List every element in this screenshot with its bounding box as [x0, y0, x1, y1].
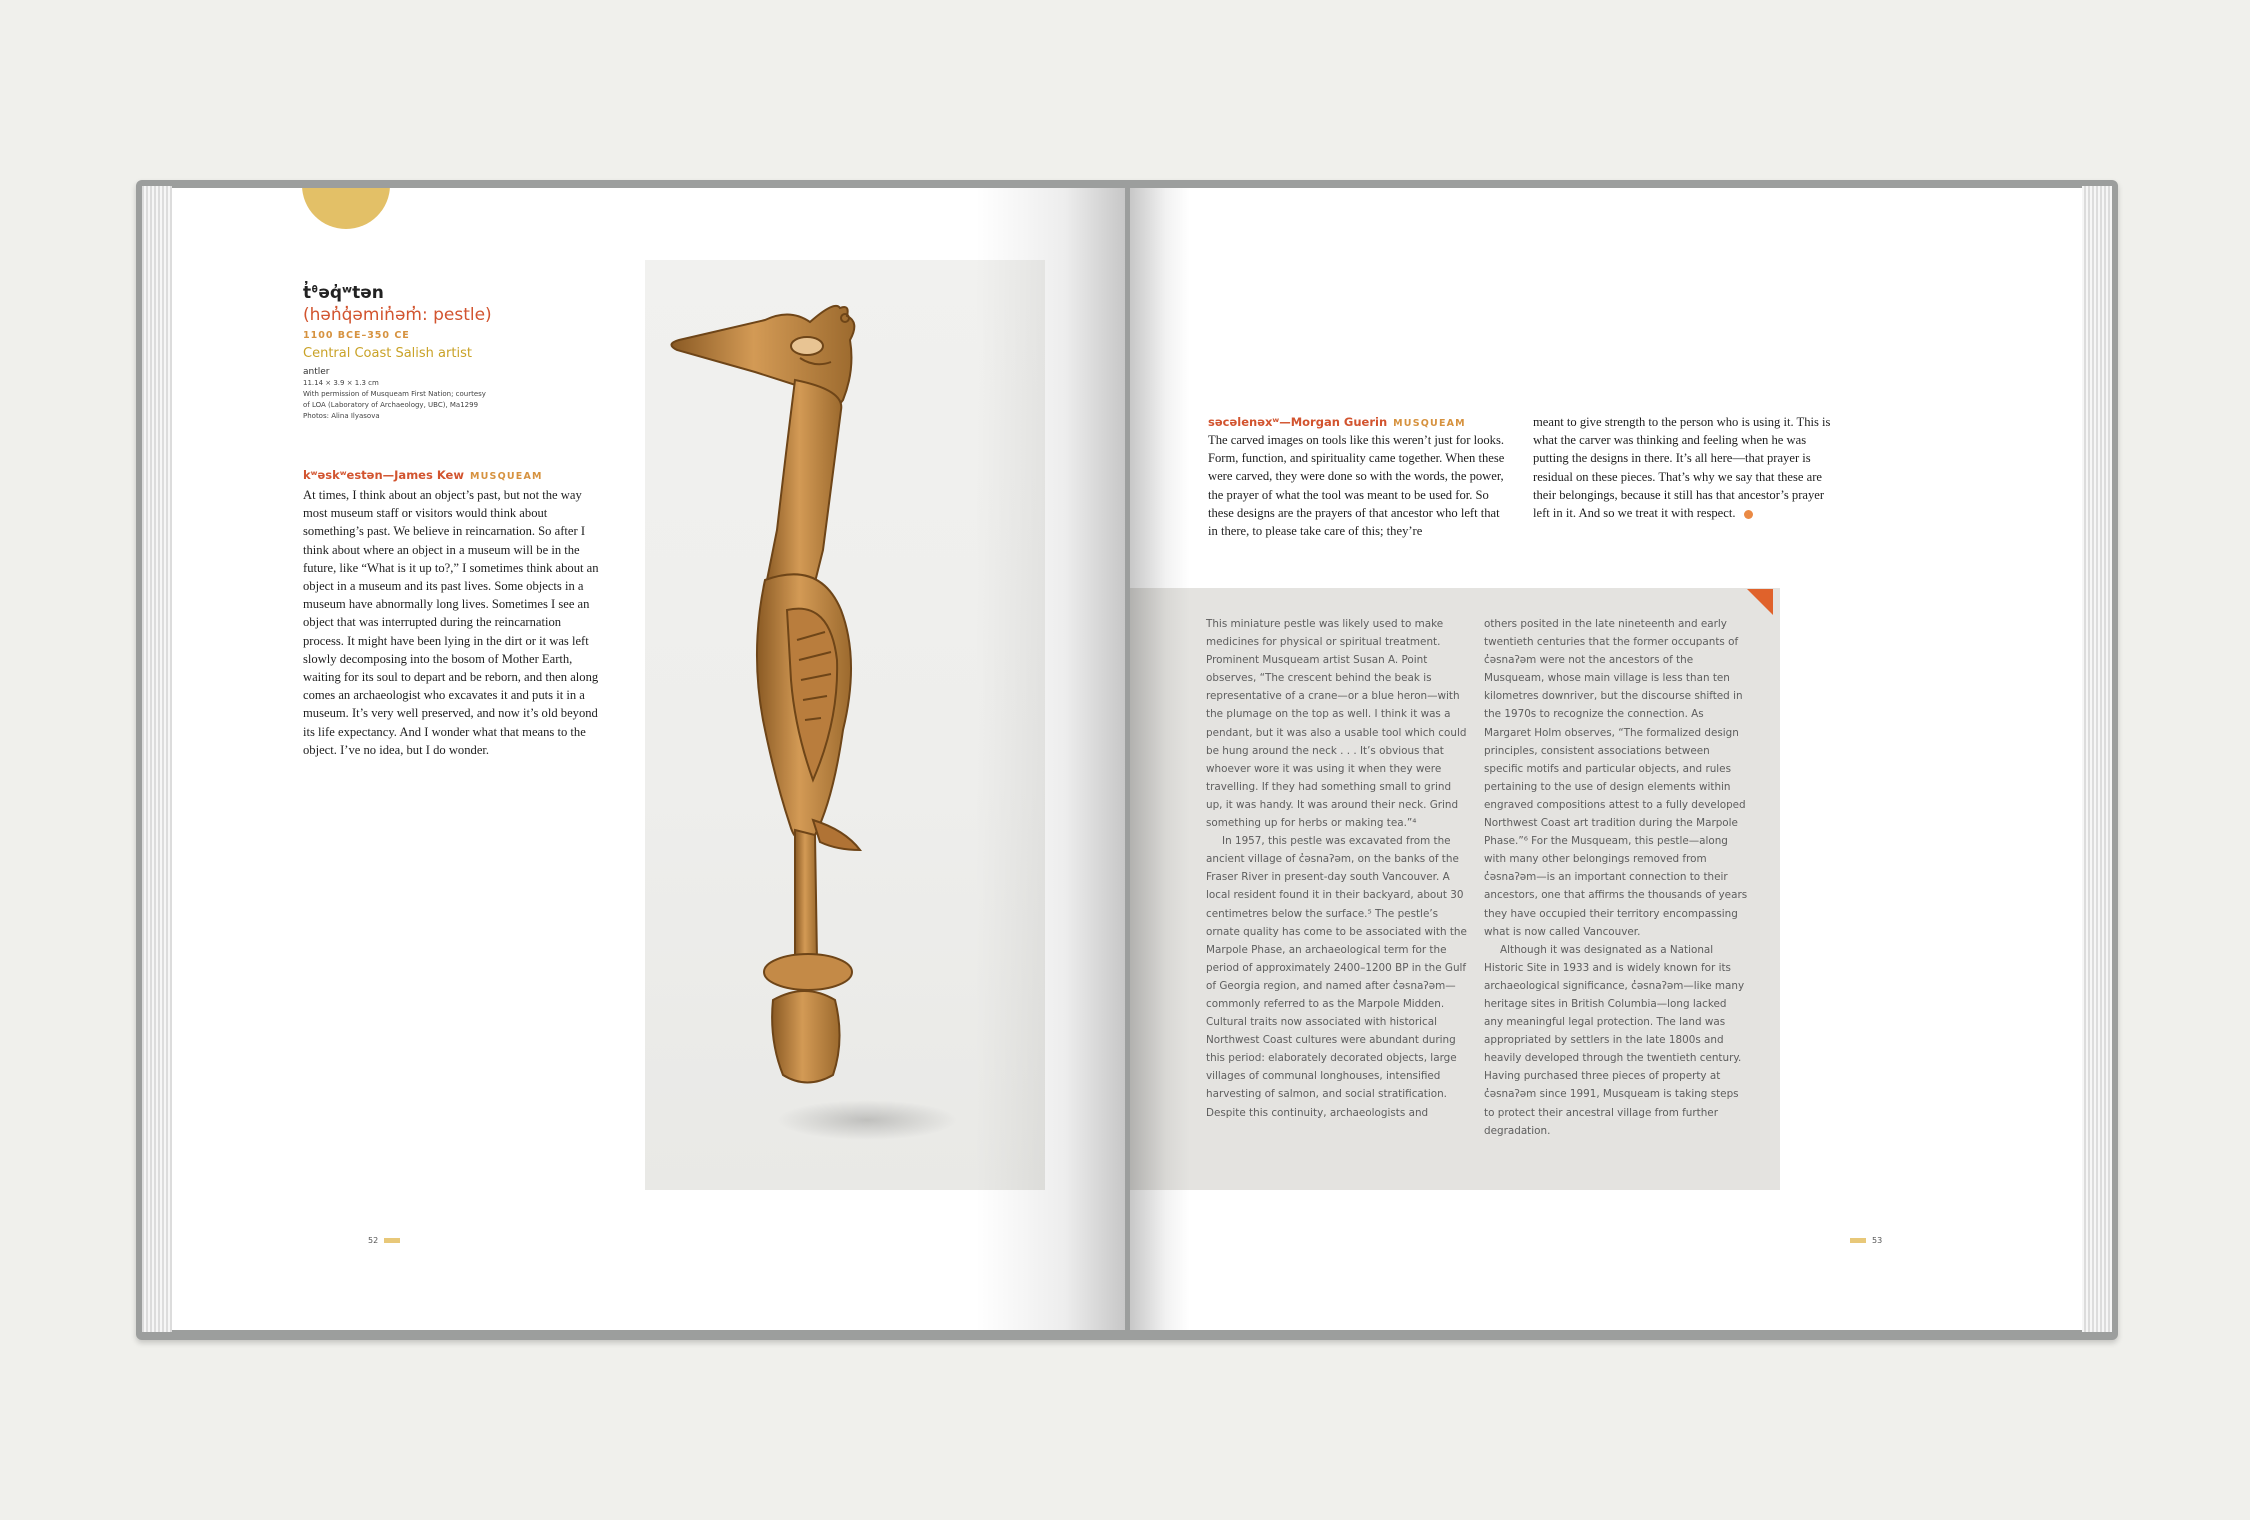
- artifact-credit-line-2: of LOA (Laboratory of Archaeology, UBC), Ma1299: [303, 401, 479, 409]
- page-edges-right: [2082, 186, 2112, 1332]
- corner-triangle-icon: [1747, 589, 1773, 615]
- quote-nation: MUSQUEAM: [1393, 418, 1466, 429]
- artifact-english-name: (hən̓q̓əmin̓əm̓: pestle): [303, 305, 492, 325]
- folio-bar-left: [384, 1238, 400, 1243]
- quote-text-column-2: [1533, 413, 1843, 522]
- page-number-52: 52: [368, 1236, 379, 1245]
- end-mark-dot: [1744, 510, 1753, 519]
- essay-paragraph: Although it was designated as a National Historic Site in 1933 and is widely known for its archaeological significance, c̓əsnaʔəm—like many heritage sites in British Columbia—long lacked any meaningful legal protection. The land was appropriated by settlers in the late 1800s and heavily developed through the twentieth century. Having purchased three pieces of property at c̓əsnaʔəm since 1991, Musqueam is taking steps to protect their ancestral village from further degradation.: [1484, 943, 1745, 1137]
- gutter-shadow-left: [975, 188, 1125, 1330]
- essay-paragraph: This miniature pestle was likely used to make medicines for physical or spiritual treatment. Prominent Musqueam artist Susan A. Point observes, “The crescent behind the beak is representative of a crane—or a blue heron—with the plumage on the top as well. I think it was a pendant, but it was also a usable tool which could be hung around the neck . . . It’s obvious that whoever wore it was using it when they were travelling. If they had something small to grind up, it was handy. It was around their neck. Grind something up for herbs or making tea.”⁴: [1206, 618, 1467, 830]
- page-number-left: [368, 1236, 400, 1245]
- quote-text: At times, I think about an object’s past, but not the way most museum staff or visitors would think about something’s past. We believe in reincarnation. So after I think about where an object in a museum will be in the future, like “What is it up to?,” I sometimes think about an object in a museum and its past lives. Some objects in a museum have abnormally long lives. Sometimes I see an object that was interrupted during the reincarnation process. It might have been lying in the dirt or it was left slowly decomposing into the bosom of Mother Earth, waiting for its soul to depart and be reborn, and then along comes an archaeologist who excavates it and puts it in a museum. It’s very well preserved, and now it’s old beyond its life expectancy. And I wonder what that means to the object. I’ve no idea, but I do wonder.: [303, 488, 599, 757]
- artifact-date: 1100 BCE–350 CE: [303, 330, 410, 341]
- artifact-caption: [303, 283, 633, 422]
- left-page: [172, 188, 1125, 1330]
- quote-text-column-2-body: meant to give strength to the person who is using it. This is what the carver was thinking and feeling when he was putting the designs in there. It’s all here—that prayer is residual on these pieces. That’s why we say that these are their belongings, because it still has that ancestor’s prayer left in it. And so we treat it with respect.: [1533, 415, 1831, 521]
- right-page: [1130, 188, 2082, 1330]
- artifact-artist: Central Coast Salish artist: [303, 346, 472, 361]
- essay-column-2: [1484, 615, 1748, 1140]
- folio-bar-right: [1850, 1238, 1866, 1243]
- artifact-credit-line-1: With permission of Musqueam First Nation; courtesy: [303, 390, 486, 398]
- page-edges-left: [142, 186, 172, 1332]
- artifact-dimensions: 11.14 × 3.9 × 1.3 cm: [303, 379, 379, 387]
- section-tab-circle: [302, 188, 390, 229]
- quote-james-kew: [303, 466, 601, 759]
- page-number-right: [1850, 1236, 1882, 1245]
- essay-column-1: [1206, 615, 1470, 1122]
- essay-paragraph: others posited in the late nineteenth and early twentieth centuries that the former occupants of c̓əsnaʔəm were not the ancestors of the Musqueam, whose main village is less than ten kilometres downriver, but the discourse shifted in the 1970s to recognize the connection. As Margaret Holm observes, “The formalized design principles, consistent associations between specific motifs and particular objects, and rules pertaining to the use of design elements within engraved compositions attest to a fully developed Northwest Coast art tradition during the Marpole Phase.”⁶ For the Musqueam, this pestle—along with many other belongings removed from c̓əsnaʔəm—is an important connection to their ancestors, one that affirms the thousands of years they have occupied their territory encompassing what is now called Vancouver.: [1484, 618, 1748, 938]
- artifact-native-name: t̓ᶿəq̓ʷtən: [303, 283, 384, 303]
- quote-speaker: kʷəskʷestən—James Kew: [303, 468, 464, 482]
- quote-speaker: səcəlenəxʷ—Morgan Guerin: [1208, 415, 1388, 429]
- photo-credit: Photos: Alina Ilyasova: [303, 412, 380, 420]
- essay-paragraph: In 1957, this pestle was excavated from the ancient village of c̓əsnaʔəm, on the banks of the Fraser River in present-day south Vancouver. A local resident found it in their backyard, about 30 centimetres below the surface.⁵ The pestle’s ornate quality has come to be associated with the Marpole Phase, an archaeological term for the period of approximately 2400–1200 BP in the Gulf of Georgia region, and named after c̓əsnaʔəm—commonly referred to as the Marpole Midden. Cultural traits now associated with historical Northwest Coast cultures were abundant during this period: elaborately decorated objects, large villages of communal longhouses, intensified harvesting of salmon, and social stratification. Despite this continuity, archaeologists and: [1206, 835, 1467, 1119]
- quote-nation: MUSQUEAM: [469, 471, 543, 482]
- page-number-53: 53: [1872, 1236, 1883, 1245]
- quote-text-column-1: The carved images on tools like this weren’t just for looks. Form, function, and spirituality came together. When these were carved, they were done so with the words, the power, the prayer of what the tool was meant to be used for. So these designs are the prayers of that ancestor who left that in there, to please take care of this; they’re: [1208, 433, 1505, 539]
- gutter-shadow-right: [1130, 188, 1190, 1330]
- quote-morgan-guerin-header: [1208, 413, 1508, 431]
- artifact-material: antler: [303, 367, 330, 377]
